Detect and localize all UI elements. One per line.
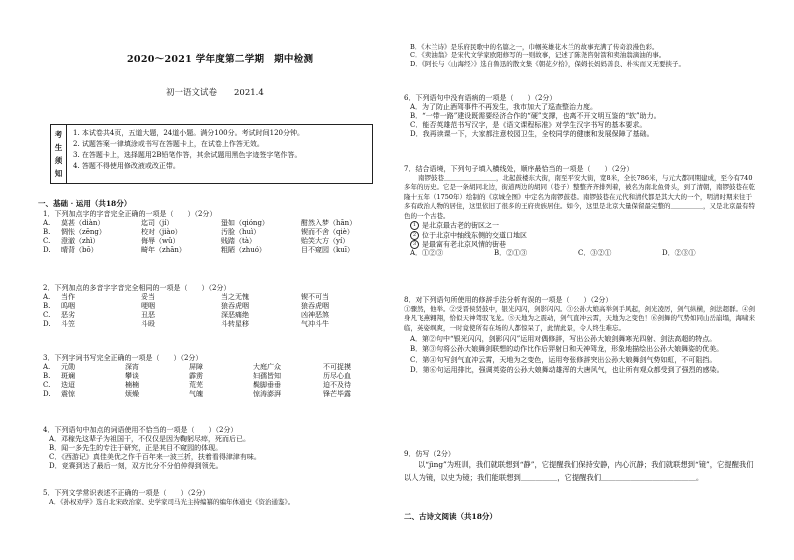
option: B．闻一多先生的专注于研究，正是其目不窥园的体现。 (49, 443, 223, 452)
option: C．能否英雄范书写汉字，是《语文课程标准》对学生汉字书写的基本要求。 (410, 120, 647, 129)
number-circle-icon: 1 (410, 221, 419, 230)
question-7 (404, 165, 756, 258)
question-5-continued (410, 43, 756, 68)
option-item: 哽咽 (141, 301, 155, 310)
notes-list (73, 128, 369, 171)
notes-item: 1. 本试卷共4页，五道大题，24道小题。满分100分。考试时间120分钟。 (73, 129, 304, 137)
option: C．《卖油翁》是宋代文学家欧阳修写的一则故事，记述了陈尧咨射箭和卖油翁滴油的事。 (410, 51, 666, 60)
option-row (43, 311, 393, 320)
option: D．我再读课一下，大家都注意校园卫生，全校同学的健康和发展保障了基础。 (410, 129, 654, 138)
option-item: 狼吞虎咽 (221, 301, 249, 310)
option: C．《西游记》真佳美优之作千百年来一波三折，扶着看得津津有味。 (49, 452, 261, 461)
option-item: 迫不及待 (323, 380, 351, 389)
notes-item: 3. 在答题卡上，选择题用2B铅笔作答，其余试题用黑色字迹签字笔作答。 (73, 150, 302, 159)
exam-subtitle: 初一语文试卷 2021.4 (166, 88, 264, 98)
section-1-title: 一、基础 · 运用（共18分） (38, 199, 132, 208)
question-stem: 3．下列字词书写完全正确的一项是（ ）（2分） (43, 354, 203, 362)
question-stem: 6．下列语句中没有语病的一项是（ ）（2分） (404, 94, 557, 102)
question-3 (43, 354, 393, 399)
option-row (43, 320, 393, 329)
option-item: 凶神恶煞 (301, 310, 329, 319)
option-item: 恶劣 (61, 310, 75, 319)
question-stem: 7．结合语境，下列句子填入横线处，顺序最恰当的一项是（ ）（2分） (404, 165, 634, 173)
question-4 (43, 426, 393, 471)
option-row (43, 228, 393, 237)
option-item (404, 240, 756, 249)
option-letter: B. (43, 371, 51, 380)
option-row (43, 293, 393, 302)
option-item (404, 221, 756, 230)
option-item: 酣然入梦（hān） (301, 218, 357, 227)
exam-title: 2020～2021 学年度第二学期 期中检测 (127, 54, 314, 65)
option-item: 霹雳 (189, 371, 203, 380)
option-item: 历尽心血 (323, 371, 351, 380)
option-item: 鬓脚垂垂 (253, 380, 281, 389)
option-item: 气冲斗牛 (301, 319, 329, 328)
option-item: 深宵 (125, 362, 139, 371)
question-2 (43, 284, 393, 329)
option-letter: A. (43, 218, 51, 227)
question-6 (404, 94, 756, 139)
option-letter: C. (43, 380, 51, 389)
number-circle-icon: 3 (410, 240, 419, 249)
option: B．“一带一路”建设既需要经济合作的“硬”支撑，也离不开文明互鉴的“软”助力。 (410, 111, 661, 120)
passage: 南锣鼓巷＿＿＿＿＿＿＿＿，北起鼓楼东大街，南至平安大街，宽8米，全长786米，与元大都同期建成，至今有740多年的历史。它是一条胡同北边，街道两边的胡同（巷子）整整齐齐排列着，被名为南北鱼骨头，到了清朝，南锣鼓巷在乾隆十五年（1750年）绘制的《京城全图》中定名为南锣鼓巷。南锣鼓巷在元代和清代都是其大大的一个，明清时期来往于多有政治人物的居住，这里依旧了很多的王府贵族居住。如今，这里是北京大量保留最完整的＿＿＿＿＿，又是北京最有特色的一个古巷。 (404, 173, 755, 220)
option: A．第②句中“银光闪闪，剑影闪闪”运用对偶修辞，写出公孙大娘剑舞寒光四射、剑法高超的特点。 (410, 335, 717, 344)
option-letter: B. (43, 227, 51, 236)
passage: ①骤然，他举。②受晋侯贤鼓中，银光闪闪，剑影闪闪。③公孙大娘高举剑手风起，剑光凌厉，剑气纵横，剑法超群。④剑身凡飞燕翱翔，恰似天神驾驭飞龙。⑤天地为之震动，剑气直冲云霄，天地为之变色！⑥剑舞的气势如同山岳崩塌，海啸来临，英姿飒爽，一时竟使所有在场的人都惊呆了，此情此景，令人终生难忘。 (404, 304, 755, 332)
option: C．③②① (578, 249, 612, 258)
option-item: 侮辱（wǔ） (141, 236, 180, 245)
option-item: 惆怅（zēng） (61, 227, 106, 236)
option-item: 目不窥园（kuī） (301, 245, 354, 254)
option: D．竞赛到达了最后一刻，双方比分不分伯仲得到领先。 (49, 461, 223, 470)
option-letter: B. (43, 301, 51, 310)
option-item: 呜咽 (61, 301, 75, 310)
option-item: 丑恶 (141, 310, 155, 319)
option-item: 当之无愧 (221, 292, 249, 301)
option-item: 莫甚（diàn） (61, 218, 105, 227)
option-item: 斗殴 (141, 319, 155, 328)
question-stem: 8．对下列语句所使用的修辞手法分析有误的一项是（ ）（2分） (404, 296, 613, 304)
question-1 (43, 210, 393, 255)
option-text: 是最富有老北京风情的街巷 (422, 240, 506, 249)
option-item: 震惊 (61, 389, 75, 398)
option-item: 汚脸（huì） (221, 227, 261, 236)
option-item: 烦燥 (125, 389, 139, 398)
option-item: 妥当 (141, 292, 155, 301)
notes-label-char: 考 (54, 129, 63, 139)
option-item: 屏障 (189, 362, 203, 371)
option: C．第④句写剑气直冲云霄，天地为之变色，运用夸张修辞突出公孙大娘舞剑气势如虹，不可阻挡。 (410, 355, 717, 364)
question-9 (404, 450, 756, 484)
section-2-title: 二、古诗文阅读（共18分） (404, 512, 497, 521)
option-text: 位于北京中轴线东侧的交道口地区 (422, 231, 527, 240)
option-item: 气魄 (189, 389, 203, 398)
option-item: 澄澈（zhì） (61, 236, 100, 245)
option-letter: C. (43, 310, 51, 319)
option-letter: C. (43, 236, 51, 245)
option-item: 妇孺皆知 (253, 371, 281, 380)
option-row (43, 237, 393, 246)
option-item: 斗笠 (61, 319, 75, 328)
option: B．②①③ (494, 249, 528, 258)
option-item: 贱踏（tà） (221, 236, 256, 245)
option-row (43, 219, 393, 228)
option: A．为了防止酒驾事件不再发生，我市加大了巡查整治力度。 (410, 102, 598, 111)
notes-label-char: 生 (54, 142, 63, 152)
number-circle-icon: 2 (410, 231, 419, 240)
option-letter: D. (43, 245, 51, 254)
notes-label-char: 知 (54, 168, 63, 178)
option-letter: D. (43, 319, 51, 328)
option-item (404, 231, 756, 240)
option-row (43, 246, 393, 255)
option-item: 斑斓 (61, 371, 75, 380)
option-letter: D. (43, 389, 51, 398)
option-item: 狼吞虎咽 (301, 301, 329, 310)
option-letter: A. (43, 292, 51, 301)
option: A．①②③ (410, 249, 444, 258)
option-item: 校对（jiào） (141, 227, 182, 236)
option-item: 攀谈 (125, 371, 139, 380)
option: B．第③句将公孙大娘舞剑联想的动作比作后羿射日和天神驾龙，形象地描绘出公孙大娘舞姿的优美。 (410, 345, 724, 354)
option-item: 不可捉摸 (323, 362, 351, 371)
notes-item: 2. 试题答案一律填涂或书写在答题卡上，在试卷上作答无效。 (73, 139, 264, 148)
question-5 (43, 489, 393, 506)
option-item: 蛩如（qióng） (221, 218, 269, 227)
option: A．邓稼先这辈子为祖国干，不仅仅是因为鞠躬尽瘁，死而后已。 (49, 434, 251, 443)
option-item: 惊涛澎湃 (253, 389, 281, 398)
question-stem: 5．下列文学常识表述不正确的一项是（ ）（2分） (43, 489, 210, 497)
option-item: 大庭广众 (253, 362, 281, 371)
option-item: 迄司（jí） (141, 218, 174, 227)
option-item: 锲不可当 (301, 292, 329, 301)
question-stem: 9．仿写（2分） (404, 450, 455, 458)
option-row (404, 249, 756, 258)
option-letter: A. (43, 362, 51, 371)
option-row (43, 390, 393, 399)
option-row (43, 381, 393, 390)
question-stem: 1．下列加点字的字音完全正确的一项是（ ）（2分） (43, 210, 217, 218)
option: D．《阿长与〈山海经〉》选自鲁迅的散文集《朝花夕拾》，保姆长妈妈善良、朴实而又无要挟子。 (410, 59, 685, 68)
option-item: 迭迢 (61, 380, 75, 389)
notes-label-char: 须 (54, 155, 63, 165)
option-item: 晴背（bō） (61, 245, 98, 254)
option-item: 贻笑大方（yí） (301, 236, 350, 245)
option-item: 粗陋（zhuó） (221, 245, 266, 254)
passage: 以“jìng”为班训，我们就联想到“静”，它提醒我们保持安静，内心沉静；我们就联想到“镜”，它提醒我们以人为镜，以史为镜；我们能联想到＿＿＿＿＿，它提醒我们＿＿＿＿＿＿＿＿＿＿＿＿＿。 (404, 459, 754, 482)
option-item: 楠楠 (125, 380, 139, 389)
option-item: 元勋 (61, 362, 75, 371)
option-item: 锲而不舍（qiè） (301, 227, 354, 236)
option: D．②③① (662, 249, 696, 258)
option-item: 荒芜 (189, 380, 203, 389)
option-row (43, 372, 393, 381)
option-row (43, 302, 393, 311)
notes-item: 4. 答题不得使用修改液或改正带。 (73, 161, 180, 170)
question-stem: 2．下列加点的多音字字音完全相同的一项是（ ）（2分） (43, 284, 231, 292)
option-item: 畸年（zhān） (141, 245, 186, 254)
option-item: 深恶痛绝 (221, 310, 249, 319)
option: A．《孙权劝学》选自北宋政治家、史学家司马光主持编纂的编年体通史《资治通鉴》。 (49, 497, 295, 506)
option-item: 锋芒毕露 (323, 389, 351, 398)
option-item: 斗转星移 (221, 319, 249, 328)
option: B．《木兰诗》是乐府民歌中的名篇之一，巾帼英雄花木兰的故事充满了传奇浪漫色彩。 (410, 43, 659, 51)
question-stem: 4．下列语句中加点的词语使用不恰当的一项是（ ）（2分） (43, 426, 238, 434)
option-row (43, 363, 393, 372)
question-8 (404, 296, 756, 375)
option-item: 当作 (61, 292, 75, 301)
candidate-notes-box (50, 124, 373, 184)
notes-label (51, 125, 67, 183)
option-text: 是北京最古老的街区之一 (422, 221, 499, 230)
option: D．第⑥句运用排比，强调英姿的公孙大娘舞动雄浑的大唐风气，也让所有观众都受到了强烈的感染。 (410, 365, 724, 374)
